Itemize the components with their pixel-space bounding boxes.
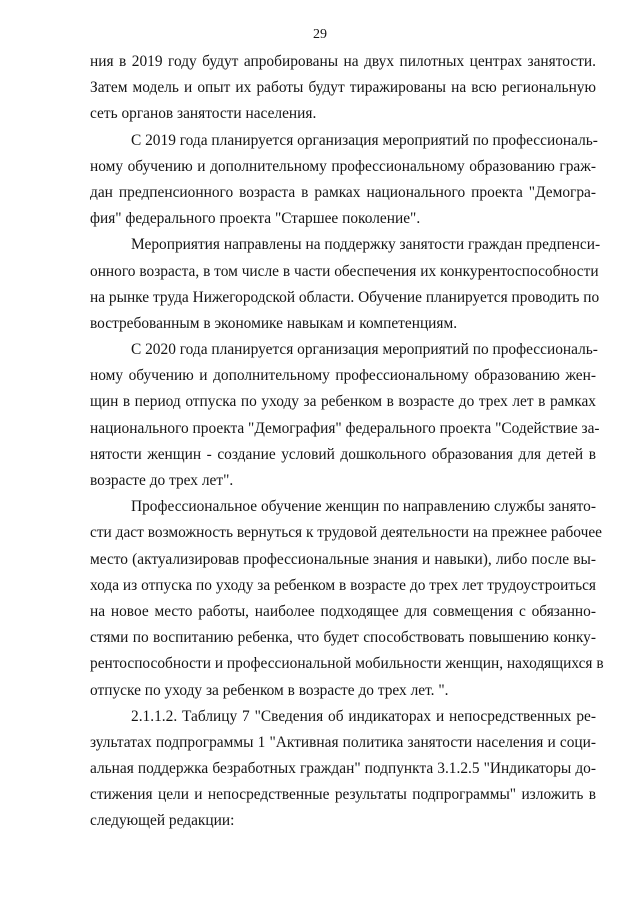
text-line: стями по воспитанию ребенка, что будет способствовать повышению конку-: [90, 629, 596, 647]
text-line: зультатах подпрограммы 1 "Активная политика занятости населения и соци-: [90, 733, 596, 751]
text-line: возрасте до трех лет".: [90, 472, 234, 489]
text-line: Мероприятия направлены на поддержку занятости граждан предпенси-: [131, 236, 601, 254]
text-line: альная поддержка безработных граждан" подпункта 3.1.2.5 "Индикаторы до-: [90, 760, 596, 778]
text-line: ния в 2019 году будут апробированы на двух пилотных центрах занятости.: [90, 53, 596, 70]
text-line: С 2019 года планируется организация мероприятий по профессиональ-: [131, 131, 598, 149]
text-line: 2.1.1.2. Таблицу 7 "Сведения об индикаторах и непосредственных ре-: [131, 707, 596, 725]
text-line: онного возраста, в том числе в части обеспечения их конкурентоспособности: [90, 262, 599, 280]
text-line: дан предпенсионного возраста в рамках национального проекта "Демогра-: [90, 183, 596, 201]
text-line: стижения цели и непосредственные результаты подпрограммы" изложить в: [90, 786, 596, 804]
text-line: Профессиональное обучение женщин по направлению службы занято-: [131, 498, 596, 516]
text-line: С 2020 года планируется организация мероприятий по профессиональ-: [131, 341, 598, 359]
text-line: фия" федерального проекта "Старшее поколение".: [90, 210, 421, 228]
page-number: 29: [313, 27, 327, 42]
text-line: хода из отпуска по уходу за ребенком в возрасте до трех лет трудоустроиться: [90, 576, 596, 594]
text-line: на рынке труда Нижегородской области. Обучение планируется проводить по: [90, 288, 600, 306]
text-line: ному обучению и дополнительному профессиональному образованию жен-: [90, 367, 596, 385]
text-line: национального проекта "Демография" федерального проекта "Содействие за-: [90, 419, 600, 437]
text-line: отпуске по уходу за ребенком в возрасте до трех лет. ".: [90, 681, 449, 699]
text-line: ному обучению и дополнительному профессиональному образованию граж-: [90, 157, 596, 175]
text-line: рентоспособности и профессиональной мобильности женщин, находящихся в: [90, 655, 604, 673]
text-line: на новое место работы, наиболее подходящее для совмещения с обязанно-: [90, 602, 596, 620]
body-text: [90, 49, 604, 835]
text-line: следующей редакции:: [90, 812, 235, 830]
text-line: сеть органов занятости населения.: [90, 105, 317, 123]
text-line: щин в период отпуска по уходу за ребенком в возрасте до трех лет в рамках: [90, 393, 596, 411]
text-line: нятости женщин - создание условий дошкольного образования для детей в: [90, 445, 596, 463]
text-line: место (актуализировав профессиональные знания и навыки), либо после вы-: [90, 550, 596, 568]
text-line: сти даст возможность вернуться к трудовой деятельности на прежнее рабочее: [90, 524, 602, 542]
text-line: Затем модель и опыт их работы будут тиражированы на всю региональную: [90, 79, 596, 97]
text-line: востребованным в экономике навыкам и компетенциям.: [90, 314, 458, 332]
